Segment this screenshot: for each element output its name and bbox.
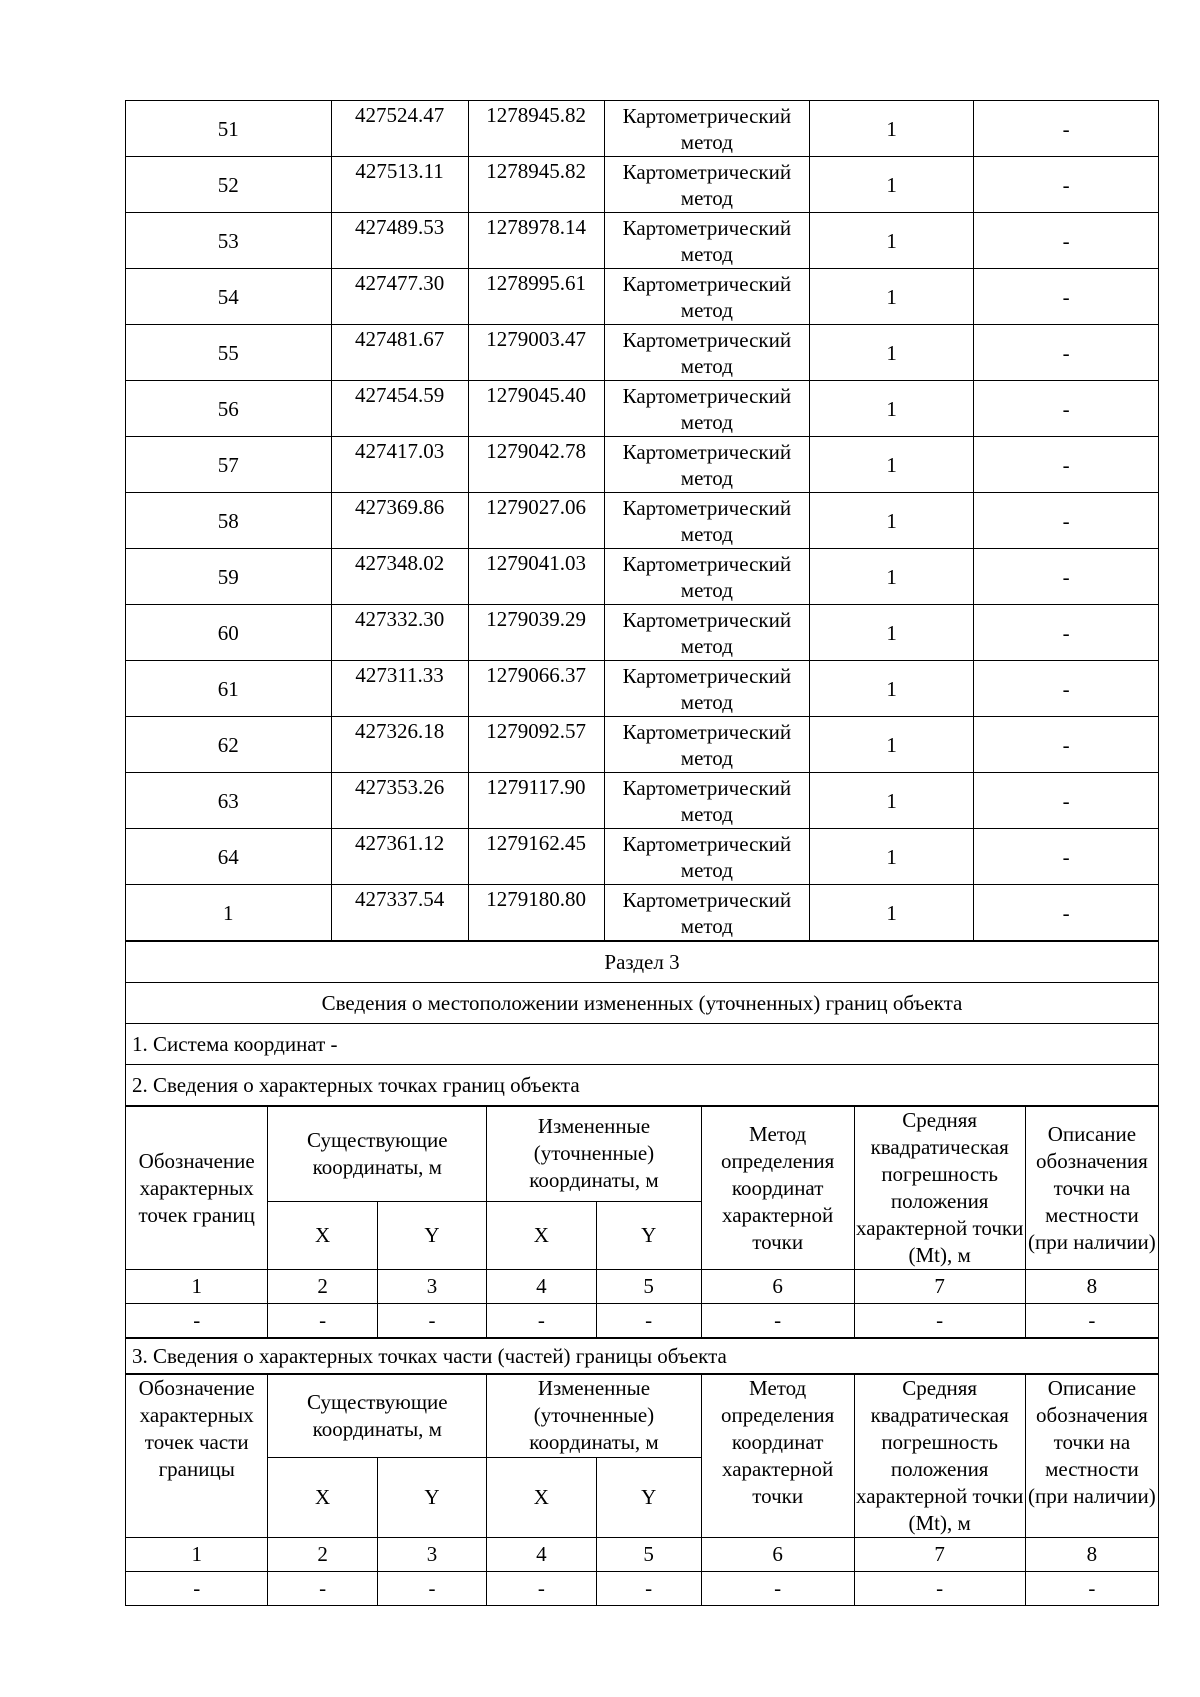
table-row bbox=[126, 773, 1159, 829]
point-number: 1 bbox=[126, 885, 332, 941]
method: Картометрический метод bbox=[604, 605, 810, 661]
point-number: 64 bbox=[126, 829, 332, 885]
mean-error: 1 bbox=[810, 829, 974, 885]
coord-x: 427477.30 bbox=[331, 269, 468, 325]
description: - bbox=[974, 325, 1159, 381]
parts-heading-table bbox=[125, 1338, 1159, 1374]
mean-error: 1 bbox=[810, 269, 974, 325]
col-changed-x: X bbox=[487, 1201, 596, 1269]
description: - bbox=[974, 717, 1159, 773]
table-row bbox=[126, 381, 1159, 437]
point-number: 53 bbox=[126, 213, 332, 269]
mean-error: 1 bbox=[810, 717, 974, 773]
point-number: 60 bbox=[126, 605, 332, 661]
description: - bbox=[974, 101, 1159, 157]
method: Картометрический метод bbox=[604, 269, 810, 325]
section-subtitle: Сведения о местоположении измененных (уточненных) границ объекта bbox=[126, 983, 1159, 1024]
description: - bbox=[974, 829, 1159, 885]
description: - bbox=[974, 381, 1159, 437]
coord-x: 427454.59 bbox=[331, 381, 468, 437]
point-number: 56 bbox=[126, 381, 332, 437]
description: - bbox=[974, 773, 1159, 829]
point-number: 54 bbox=[126, 269, 332, 325]
coord-x: 427332.30 bbox=[331, 605, 468, 661]
coord-y: 1278945.82 bbox=[468, 101, 604, 157]
coord-y: 1279003.47 bbox=[468, 325, 604, 381]
mean-error: 1 bbox=[810, 101, 974, 157]
coord-y: 1279042.78 bbox=[468, 437, 604, 493]
coord-x: 427417.03 bbox=[331, 437, 468, 493]
table-row bbox=[126, 549, 1159, 605]
col-changed-x: X bbox=[487, 1457, 596, 1538]
method: Картометрический метод bbox=[604, 437, 810, 493]
method: Картометрический метод bbox=[604, 885, 810, 941]
coord-y: 1279066.37 bbox=[468, 661, 604, 717]
column-numbers-row: 1 2 3 4 5 6 7 8 bbox=[126, 1270, 1159, 1304]
boundary-points-table bbox=[125, 100, 1159, 941]
method: Картометрический метод bbox=[604, 829, 810, 885]
table-row bbox=[126, 157, 1159, 213]
table-row bbox=[126, 717, 1159, 773]
coord-x: 427326.18 bbox=[331, 717, 468, 773]
table-row bbox=[126, 437, 1159, 493]
description: - bbox=[974, 269, 1159, 325]
col-existing-x: X bbox=[268, 1457, 377, 1538]
col-method: Метод определения координат характерной точки bbox=[701, 1375, 854, 1538]
col-existing-coords: Существующие координаты, м bbox=[268, 1107, 487, 1202]
col-description: Описание обозначения точки на местности (при наличии) bbox=[1025, 1107, 1158, 1270]
table-row bbox=[126, 829, 1159, 885]
col-changed-y: Y bbox=[596, 1201, 701, 1269]
mean-error: 1 bbox=[810, 157, 974, 213]
method: Картометрический метод bbox=[604, 773, 810, 829]
col-changed-y: Y bbox=[596, 1457, 701, 1538]
table-row bbox=[126, 101, 1159, 157]
point-number: 62 bbox=[126, 717, 332, 773]
description: - bbox=[974, 661, 1159, 717]
coord-x: 427481.67 bbox=[331, 325, 468, 381]
point-number: 57 bbox=[126, 437, 332, 493]
method: Картометрический метод bbox=[604, 493, 810, 549]
col-description: Описание обозначения точки на местности (при наличии) bbox=[1025, 1375, 1158, 1538]
point-number: 52 bbox=[126, 157, 332, 213]
method: Картометрический метод bbox=[604, 381, 810, 437]
mean-error: 1 bbox=[810, 325, 974, 381]
empty-data-row: - - - - - - - - bbox=[126, 1304, 1159, 1338]
coord-y: 1278978.14 bbox=[468, 213, 604, 269]
coord-x: 427489.53 bbox=[331, 213, 468, 269]
mean-error: 1 bbox=[810, 213, 974, 269]
coord-y: 1279117.90 bbox=[468, 773, 604, 829]
coord-x: 427513.11 bbox=[331, 157, 468, 213]
coord-x: 427361.12 bbox=[331, 829, 468, 885]
description: - bbox=[974, 605, 1159, 661]
boundary-points-body bbox=[126, 101, 1159, 941]
table-row bbox=[126, 213, 1159, 269]
method: Картометрический метод bbox=[604, 213, 810, 269]
coord-y: 1279045.40 bbox=[468, 381, 604, 437]
col-existing-coords: Существующие координаты, м bbox=[268, 1375, 487, 1458]
mean-error: 1 bbox=[810, 549, 974, 605]
coord-y: 1279027.06 bbox=[468, 493, 604, 549]
col-mean-error: Средняя квадратическая погрешность положения характерной точки (Mt), м bbox=[854, 1107, 1025, 1270]
col-method: Метод определения координат характерной точки bbox=[701, 1107, 854, 1270]
section3-header-table bbox=[125, 941, 1159, 1106]
method: Картометрический метод bbox=[604, 101, 810, 157]
mean-error: 1 bbox=[810, 661, 974, 717]
description: - bbox=[974, 885, 1159, 941]
description: - bbox=[974, 213, 1159, 269]
col-changed-coords: Измененные (уточненные) координаты, м bbox=[487, 1375, 702, 1458]
description: - bbox=[974, 157, 1159, 213]
parts-heading: 3. Сведения о характерных точках части (частей) границы объекта bbox=[126, 1339, 1159, 1374]
table-row bbox=[126, 605, 1159, 661]
coord-x: 427348.02 bbox=[331, 549, 468, 605]
coord-system-line: 1. Система координат - bbox=[126, 1024, 1159, 1065]
point-number: 63 bbox=[126, 773, 332, 829]
point-number: 58 bbox=[126, 493, 332, 549]
method: Картометрический метод bbox=[604, 325, 810, 381]
table-row bbox=[126, 325, 1159, 381]
coord-x: 427524.47 bbox=[331, 101, 468, 157]
description: - bbox=[974, 493, 1159, 549]
table-row bbox=[126, 885, 1159, 941]
col-part-point-designation: Обозначение характерных точек части границы bbox=[126, 1375, 268, 1538]
mean-error: 1 bbox=[810, 773, 974, 829]
method: Картометрический метод bbox=[604, 549, 810, 605]
section-title: Раздел 3 bbox=[126, 942, 1159, 983]
description: - bbox=[974, 437, 1159, 493]
col-changed-coords: Измененные (уточненные) координаты, м bbox=[487, 1107, 702, 1202]
coord-y: 1278945.82 bbox=[468, 157, 604, 213]
empty-data-row: - - - - - - - - bbox=[126, 1572, 1159, 1606]
coord-x: 427353.26 bbox=[331, 773, 468, 829]
mean-error: 1 bbox=[810, 885, 974, 941]
mean-error: 1 bbox=[810, 493, 974, 549]
changed-points-table bbox=[125, 1106, 1159, 1338]
coord-x: 427369.86 bbox=[331, 493, 468, 549]
coord-x: 427337.54 bbox=[331, 885, 468, 941]
table-row bbox=[126, 661, 1159, 717]
col-existing-y: Y bbox=[377, 1201, 486, 1269]
mean-error: 1 bbox=[810, 437, 974, 493]
col-mean-error: Средняя квадратическая погрешность положения характерной точки (Mt), м bbox=[854, 1375, 1025, 1538]
method: Картометрический метод bbox=[604, 661, 810, 717]
document-page bbox=[125, 100, 1159, 1606]
coord-y: 1279162.45 bbox=[468, 829, 604, 885]
coord-y: 1279041.03 bbox=[468, 549, 604, 605]
mean-error: 1 bbox=[810, 605, 974, 661]
point-number: 51 bbox=[126, 101, 332, 157]
method: Картометрический метод bbox=[604, 717, 810, 773]
points-heading: 2. Сведения о характерных точках границ объекта bbox=[126, 1065, 1159, 1106]
coord-y: 1279039.29 bbox=[468, 605, 604, 661]
point-number: 61 bbox=[126, 661, 332, 717]
mean-error: 1 bbox=[810, 381, 974, 437]
table-row bbox=[126, 269, 1159, 325]
col-existing-x: X bbox=[268, 1201, 377, 1269]
coord-x: 427311.33 bbox=[331, 661, 468, 717]
column-numbers-row: 1 2 3 4 5 6 7 8 bbox=[126, 1538, 1159, 1572]
coord-y: 1278995.61 bbox=[468, 269, 604, 325]
col-point-designation: Обозначение характерных точек границ bbox=[126, 1107, 268, 1270]
table-row bbox=[126, 493, 1159, 549]
point-number: 59 bbox=[126, 549, 332, 605]
coord-y: 1279180.80 bbox=[468, 885, 604, 941]
part-points-table bbox=[125, 1374, 1159, 1606]
point-number: 55 bbox=[126, 325, 332, 381]
coord-y: 1279092.57 bbox=[468, 717, 604, 773]
col-existing-y: Y bbox=[377, 1457, 486, 1538]
method: Картометрический метод bbox=[604, 157, 810, 213]
description: - bbox=[974, 549, 1159, 605]
